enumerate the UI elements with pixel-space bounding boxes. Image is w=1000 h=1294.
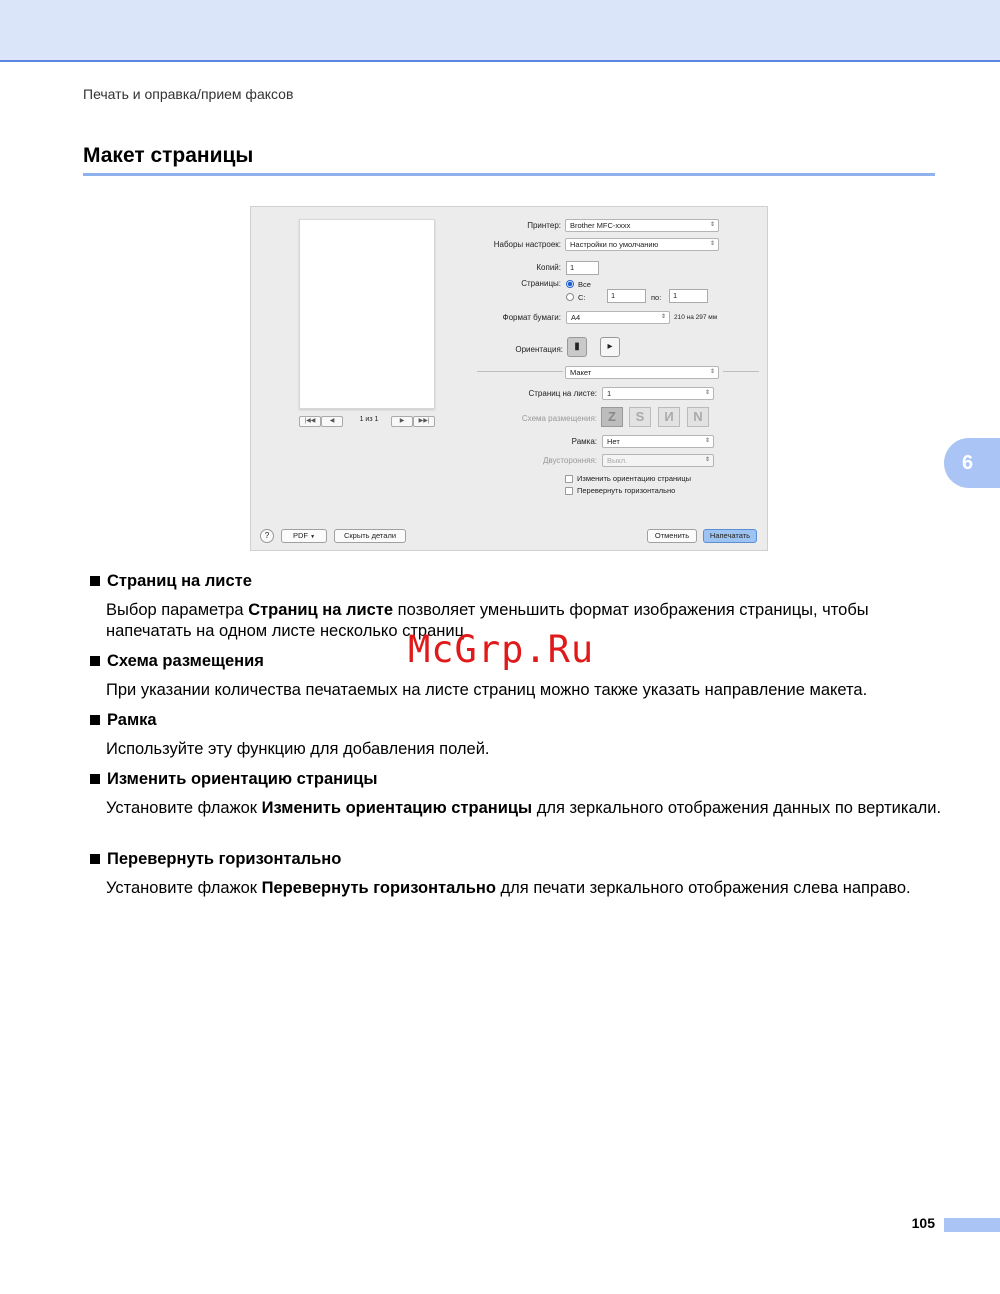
bullet-square-icon (90, 774, 100, 784)
stepper-icon: ⇕ (709, 241, 715, 247)
pdf-label: PDF (292, 531, 308, 540)
pps-label: Страниц на листе: (528, 389, 597, 398)
border-value: Нет (607, 437, 620, 446)
flip-horizontal-checkbox[interactable] (565, 487, 573, 495)
border-label: Рамка: (571, 437, 597, 446)
dropdown-arrow-icon: ▼ (310, 534, 316, 540)
divider (477, 371, 563, 372)
flip-horizontal-label: Перевернуть горизонтально (577, 486, 676, 495)
bold-term: Изменить ориентацию страницы (261, 799, 533, 817)
breadcrumb: Печать и оправка/прием факсов (83, 86, 294, 102)
printer-value: Brother MFC-xxxx (570, 221, 631, 230)
bold-term: Страниц на листе (248, 601, 394, 619)
duplex-value: Выкл. (607, 456, 628, 465)
reverse-orientation-checkbox[interactable] (565, 475, 573, 483)
bullet-square-icon (90, 656, 100, 666)
page-number-bar (944, 1218, 1000, 1232)
section-heading-text: Страниц на листе (107, 572, 252, 590)
pdf-button[interactable] (281, 529, 327, 543)
landscape-orientation-icon[interactable]: ▸ (600, 337, 620, 357)
to-label: по: (651, 293, 662, 302)
title-underline (83, 173, 935, 176)
stepper-icon: ⇕ (704, 390, 710, 396)
page-title: Макет страницы (83, 144, 254, 167)
page-counter: 1 из 1 (359, 416, 379, 423)
from-field[interactable]: 1 (607, 289, 646, 303)
next-page-button[interactable]: ▶ (391, 416, 413, 427)
layout-s-icon[interactable]: S (629, 407, 651, 427)
text-run: Выбор параметра (106, 601, 249, 619)
section-paragraph: При указании количества печатаемых на листе страниц можно также указать направление макета. (106, 681, 868, 699)
bullet-square-icon (90, 854, 100, 864)
to-field[interactable]: 1 (669, 289, 708, 303)
presets-select[interactable] (565, 238, 719, 251)
section-heading (90, 572, 252, 591)
layout-reverse-n-icon[interactable]: И (658, 407, 680, 427)
text-run: для печати зеркального отображения слева направо. (495, 879, 911, 897)
divider (723, 371, 759, 372)
section-value: Макет (570, 368, 592, 377)
stepper-icon: ⇕ (709, 222, 715, 228)
section-heading (90, 770, 377, 789)
pps-select[interactable] (602, 387, 714, 400)
portrait-orientation-icon[interactable]: ▮ (567, 337, 587, 357)
border-select[interactable] (602, 435, 714, 448)
stepper-icon: ⇕ (704, 438, 710, 444)
pages-all-label: Все (578, 280, 591, 289)
stepper-icon: ⇕ (704, 457, 710, 463)
section-heading-text: Схема размещения (107, 652, 264, 670)
section-heading (90, 652, 264, 671)
presets-label: Наборы настроек: (493, 240, 561, 249)
presets-value: Настройки по умолчанию (570, 240, 659, 249)
section-select[interactable] (565, 366, 719, 379)
section-heading (90, 850, 341, 869)
copies-label: Копий: (536, 263, 561, 272)
page-number: 105 (911, 1215, 935, 1231)
print-dialog (250, 206, 768, 551)
hide-details-button[interactable]: Скрыть детали (334, 529, 406, 543)
orientation-label: Ориентация: (515, 345, 563, 354)
layout-n-icon[interactable]: N (687, 407, 709, 427)
reverse-orientation-label: Изменить ориентацию страницы (577, 474, 692, 483)
paper-select[interactable] (566, 311, 670, 324)
section-paragraph (106, 798, 946, 819)
bullet-square-icon (90, 576, 100, 586)
pages-label: Страницы: (521, 279, 561, 288)
pages-all-radio[interactable] (566, 280, 574, 288)
section-heading-text: Изменить ориентацию страницы (107, 770, 378, 788)
stepper-icon: ⇕ (709, 369, 715, 375)
text-run: Установите флажок (106, 799, 262, 817)
text-run: для зеркального отображения данных по вертикали. (532, 799, 942, 817)
paper-size-text: 210 на 297 мм (674, 314, 718, 321)
pages-from-label: С: (578, 293, 586, 302)
paper-label: Формат бумаги: (502, 313, 561, 322)
chapter-tab: 6 (944, 438, 1000, 488)
pps-value: 1 (607, 389, 612, 398)
pages-range-radio[interactable] (566, 293, 574, 301)
duplex-select[interactable] (602, 454, 714, 467)
section-heading (90, 711, 157, 730)
printer-label: Принтер: (527, 221, 561, 230)
layout-direction-label: Схема размещения: (521, 414, 597, 423)
text-run: позволяет уменьшить формат изображения страницы, чтобы напечатать на одном листе несколько страниц. (106, 601, 869, 640)
copies-field[interactable]: 1 (566, 261, 599, 275)
text-run: Установите флажок (106, 879, 262, 897)
watermark-text: McGrp.Ru (408, 628, 595, 671)
layout-z-icon[interactable]: Z (601, 407, 623, 427)
top-band (0, 0, 1000, 62)
stepper-icon: ⇕ (660, 314, 666, 320)
prev-page-button[interactable]: ◀ (321, 416, 343, 427)
duplex-label: Двусторонняя: (542, 456, 597, 465)
paper-value: A4 (571, 313, 581, 322)
page-preview (299, 219, 435, 409)
section-paragraph: Используйте эту функцию для добавления полей. (106, 740, 490, 758)
printer-select[interactable] (565, 219, 719, 232)
section-heading-text: Перевернуть горизонтально (107, 850, 342, 868)
last-page-button[interactable]: ▶▶| (413, 416, 435, 427)
cancel-button[interactable]: Отменить (647, 529, 697, 543)
bold-term: Перевернуть горизонтально (261, 879, 496, 897)
section-heading-text: Рамка (107, 711, 157, 729)
first-page-button[interactable]: |◀◀ (299, 416, 321, 427)
section-paragraph (106, 878, 946, 899)
help-button[interactable]: ? (260, 529, 274, 543)
bullet-square-icon (90, 715, 100, 725)
print-button[interactable]: Напечатать (703, 529, 757, 543)
